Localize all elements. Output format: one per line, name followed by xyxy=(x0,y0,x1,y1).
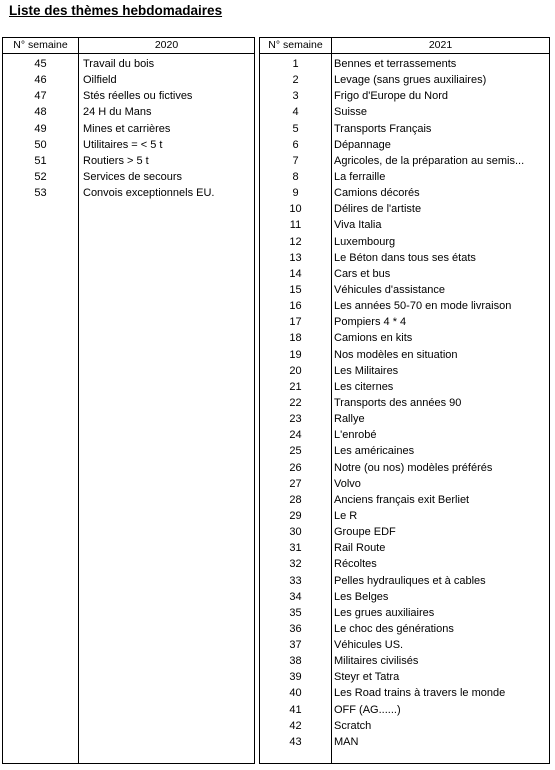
week-number: 46 xyxy=(34,74,47,87)
theme-name: Rail Route xyxy=(334,542,386,555)
table-row xyxy=(260,508,549,524)
theme-name: Scratch xyxy=(334,719,372,732)
week-number: 5 xyxy=(292,122,299,135)
table-row xyxy=(260,653,549,669)
week-number: 10 xyxy=(289,203,302,216)
table-row xyxy=(260,460,549,476)
week-number: 14 xyxy=(289,267,302,280)
table-row xyxy=(260,605,549,621)
theme-name: Anciens français exit Berliet xyxy=(334,493,470,506)
table-2021 xyxy=(259,37,550,764)
theme-name: Véhicules US. xyxy=(334,639,404,652)
table-row xyxy=(260,56,549,72)
year-header: 2020 xyxy=(154,39,179,51)
week-number: 3 xyxy=(292,90,299,103)
table-row xyxy=(260,734,549,750)
theme-name: Convois exceptionnels EU. xyxy=(83,187,215,200)
table-row xyxy=(3,104,254,120)
theme-name: Dépannage xyxy=(334,138,391,151)
week-number: 42 xyxy=(289,719,302,732)
table-row xyxy=(260,266,549,282)
theme-name: Camions décorés xyxy=(334,187,420,200)
theme-name: Luxembourg xyxy=(334,235,396,248)
week-number: 4 xyxy=(292,106,299,119)
theme-name: Camions en kits xyxy=(334,332,413,345)
table-row xyxy=(260,637,549,653)
table-row xyxy=(260,72,549,88)
table-row xyxy=(3,169,254,185)
theme-name: Véhicules d'assistance xyxy=(334,283,445,296)
table-row xyxy=(260,540,549,556)
theme-name: Utilitaires = < 5 t xyxy=(83,138,163,151)
header-divider xyxy=(260,53,549,54)
table-row xyxy=(260,702,549,718)
week-number: 8 xyxy=(292,170,299,183)
table-row xyxy=(260,379,549,395)
week-number: 32 xyxy=(289,558,302,571)
theme-name: Militaires civilisés xyxy=(334,655,419,668)
week-number: 12 xyxy=(289,235,302,248)
week-number: 1 xyxy=(292,58,299,70)
week-number: 26 xyxy=(289,461,302,474)
table-row xyxy=(260,718,549,734)
header-divider xyxy=(3,53,254,54)
table-row xyxy=(3,185,254,201)
table-row xyxy=(260,137,549,153)
week-number-header: N° semaine xyxy=(13,39,68,51)
theme-name: Suisse xyxy=(334,106,368,119)
table-row xyxy=(260,524,549,540)
table-row xyxy=(260,330,549,346)
week-number: 31 xyxy=(289,542,302,555)
theme-name: Notre (ou nos) modèles préférés xyxy=(334,461,493,474)
theme-name: Mines et carrières xyxy=(83,122,171,135)
table-row xyxy=(260,217,549,233)
theme-name: Transports des années 90 xyxy=(334,396,462,409)
table-row xyxy=(260,492,549,508)
theme-name: Oilfield xyxy=(83,74,117,87)
week-number: 45 xyxy=(34,58,47,70)
table-row xyxy=(260,234,549,250)
table-row xyxy=(260,298,549,314)
table-row xyxy=(260,556,549,572)
week-number: 50 xyxy=(34,138,47,151)
week-number: 16 xyxy=(289,300,302,313)
table-row xyxy=(260,363,549,379)
table-row xyxy=(260,443,549,459)
week-number: 9 xyxy=(292,187,299,200)
week-number: 22 xyxy=(289,396,302,409)
week-number: 53 xyxy=(34,187,47,200)
week-number: 33 xyxy=(289,574,302,587)
theme-name: Rallye xyxy=(334,413,365,426)
week-number: 2 xyxy=(292,74,299,87)
theme-name: L'enrobé xyxy=(334,429,377,442)
week-number: 29 xyxy=(289,509,302,522)
week-number: 49 xyxy=(34,122,47,135)
week-number: 21 xyxy=(289,380,302,393)
table-row xyxy=(260,314,549,330)
table-row xyxy=(3,153,254,169)
week-number: 17 xyxy=(289,316,302,329)
table-row xyxy=(260,282,549,298)
theme-name: OFF (AG......) xyxy=(334,703,401,716)
table-row xyxy=(260,411,549,427)
theme-name: Steyr et Tatra xyxy=(334,671,400,684)
theme-name: MAN xyxy=(334,735,359,748)
theme-name: Travail du bois xyxy=(83,58,155,70)
week-number: 38 xyxy=(289,655,302,668)
week-number: 39 xyxy=(289,671,302,684)
week-number: 52 xyxy=(34,170,47,183)
week-number: 24 xyxy=(289,429,302,442)
table-row xyxy=(3,72,254,88)
week-number: 15 xyxy=(289,283,302,296)
theme-name: Groupe EDF xyxy=(334,526,396,539)
week-number: 13 xyxy=(289,251,302,264)
week-number: 6 xyxy=(292,138,299,151)
table-row xyxy=(260,104,549,120)
page-title: Liste des thèmes hebdomadaires xyxy=(9,3,223,18)
theme-name: Les citernes xyxy=(334,380,394,393)
themes-sheet xyxy=(2,37,550,764)
theme-name: Délires de l'artiste xyxy=(334,203,422,216)
week-number: 37 xyxy=(289,639,302,652)
theme-name: Le Béton dans tous ses états xyxy=(334,251,476,264)
table-row xyxy=(260,88,549,104)
theme-name: Nos modèles en situation xyxy=(334,348,458,361)
theme-name: Cars et bus xyxy=(334,267,391,280)
week-number: 40 xyxy=(289,687,302,700)
week-number: 7 xyxy=(292,154,299,167)
theme-name: Les Militaires xyxy=(334,364,399,377)
week-number: 25 xyxy=(289,445,302,458)
theme-name: Le R xyxy=(334,509,358,522)
week-number: 35 xyxy=(289,606,302,619)
table-2020 xyxy=(2,37,255,764)
table-row xyxy=(260,185,549,201)
table-row xyxy=(260,573,549,589)
theme-name: Levage (sans grues auxiliaires) xyxy=(334,74,487,87)
table-row xyxy=(3,121,254,137)
theme-name: Les années 50-70 en mode livraison xyxy=(334,300,512,313)
table-row xyxy=(260,395,549,411)
theme-name: Les Road trains à travers le monde xyxy=(334,687,506,700)
week-number: 47 xyxy=(34,90,47,103)
week-number: 20 xyxy=(289,364,302,377)
table-row xyxy=(260,476,549,492)
table-row xyxy=(260,427,549,443)
week-number: 27 xyxy=(289,477,302,490)
table-row xyxy=(260,250,549,266)
table-row xyxy=(260,153,549,169)
week-number: 19 xyxy=(289,348,302,361)
theme-name: Les américaines xyxy=(334,445,415,458)
theme-name: Transports Français xyxy=(334,122,432,135)
week-number: 51 xyxy=(34,154,47,167)
table-row xyxy=(260,669,549,685)
theme-name: Services de secours xyxy=(83,170,183,183)
week-number: 34 xyxy=(289,590,302,603)
theme-name: Les grues auxiliaires xyxy=(334,606,435,619)
theme-name: Viva Italia xyxy=(334,219,382,232)
week-number: 36 xyxy=(289,622,302,635)
table-row xyxy=(260,589,549,605)
theme-name: Le choc des générations xyxy=(334,622,454,635)
table-row xyxy=(260,121,549,137)
theme-name: Récoltes xyxy=(334,558,377,571)
table-body xyxy=(260,56,549,750)
week-number: 28 xyxy=(289,493,302,506)
table-row xyxy=(3,137,254,153)
week-number: 11 xyxy=(289,219,302,232)
table-body xyxy=(3,56,254,201)
year-header: 2021 xyxy=(428,39,453,51)
theme-name: La ferraille xyxy=(334,170,386,183)
week-number: 18 xyxy=(289,332,302,345)
theme-name: 24 H du Mans xyxy=(83,106,152,119)
theme-name: Routiers > 5 t xyxy=(83,154,149,167)
table-row xyxy=(260,685,549,701)
week-number-header: N° semaine xyxy=(268,39,323,51)
table-row xyxy=(3,88,254,104)
table-row xyxy=(260,201,549,217)
table-row xyxy=(260,347,549,363)
theme-name: Agricoles, de la préparation au semis... xyxy=(334,154,525,167)
week-number: 48 xyxy=(34,106,47,119)
theme-name: Pelles hydrauliques et à cables xyxy=(334,574,486,587)
theme-name: Bennes et terrassements xyxy=(334,58,457,70)
week-number: 23 xyxy=(289,413,302,426)
table-row xyxy=(3,56,254,72)
week-number: 43 xyxy=(289,735,302,748)
week-number: 30 xyxy=(289,526,302,539)
week-number: 41 xyxy=(289,703,302,716)
theme-name: Pompiers 4 * 4 xyxy=(334,316,407,329)
table-row xyxy=(260,621,549,637)
theme-name: Les Belges xyxy=(334,590,389,603)
theme-name: Frigo d'Europe du Nord xyxy=(334,90,448,103)
table-row xyxy=(260,169,549,185)
theme-name: Volvo xyxy=(334,477,361,490)
theme-name: Stés réelles ou fictives xyxy=(83,90,193,103)
